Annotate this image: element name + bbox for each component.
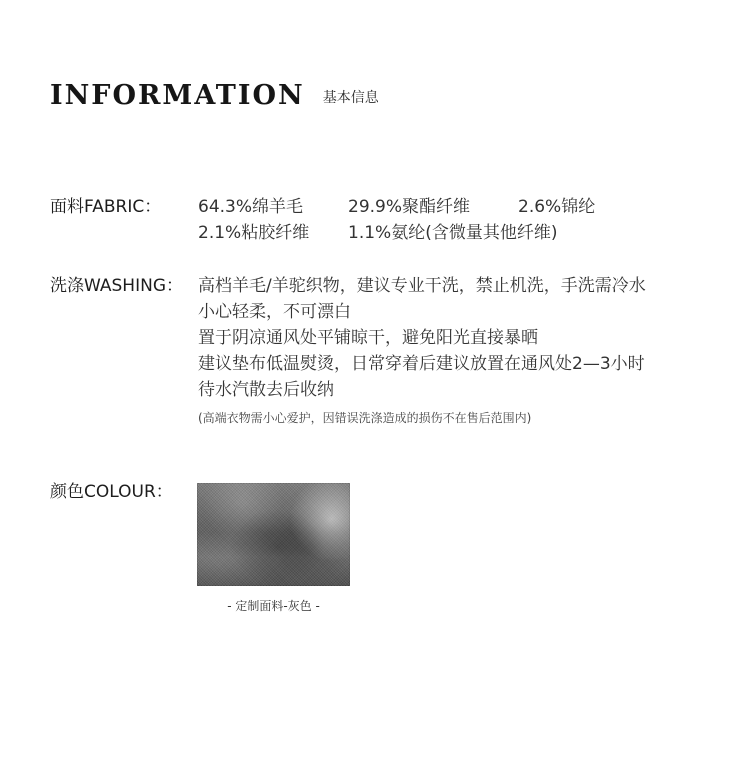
washing-line-1: 高档羊毛/羊驼织物，建议专业干洗，禁止机洗，手洗需冷水 bbox=[198, 276, 646, 296]
fabric-swatch-image bbox=[197, 483, 350, 586]
washing-line-5: 待水汽散去后收纳 bbox=[198, 380, 334, 400]
washing-line-2: 小心轻柔，不可漂白 bbox=[198, 302, 351, 322]
washing-label: 洗涤WASHING： bbox=[50, 276, 183, 296]
fabric-label: 面料FABRIC： bbox=[50, 197, 162, 217]
colour-label: 颜色COLOUR： bbox=[50, 482, 173, 502]
swatch-caption: - 定制面料-灰色 - bbox=[227, 599, 320, 613]
header-title-cn: 基本信息 bbox=[322, 90, 379, 106]
fabric-line-2 bbox=[198, 220, 595, 246]
fabric-values bbox=[198, 194, 595, 246]
information-header bbox=[50, 80, 379, 112]
header-title-en: INFORMATION bbox=[50, 80, 305, 111]
washing-line-4: 建议垫布低温熨烫，日常穿着后建议放置在通风处2—3小时 bbox=[198, 354, 645, 374]
washing-line-3: 置于阴凉通风处平铺晾干，避免阳光直接暴晒 bbox=[198, 328, 538, 348]
fabric-line-1 bbox=[198, 194, 595, 220]
fabric-item-viscose: 2.1%粘胶纤维 bbox=[198, 223, 310, 243]
fabric-item-spandex: 1.1%氨纶(含微量其他纤维) bbox=[348, 223, 558, 243]
washing-note: (高端衣物需小心爱护，因错误洗涤造成的损伤不在售后范围内) bbox=[198, 411, 532, 425]
fabric-item-polyester: 29.9%聚酯纤维 bbox=[348, 197, 471, 217]
washing-values bbox=[198, 273, 646, 427]
fabric-item-wool: 64.3%绵羊毛 bbox=[198, 197, 304, 217]
fabric-item-nylon: 2.6%锦纶 bbox=[518, 197, 596, 217]
